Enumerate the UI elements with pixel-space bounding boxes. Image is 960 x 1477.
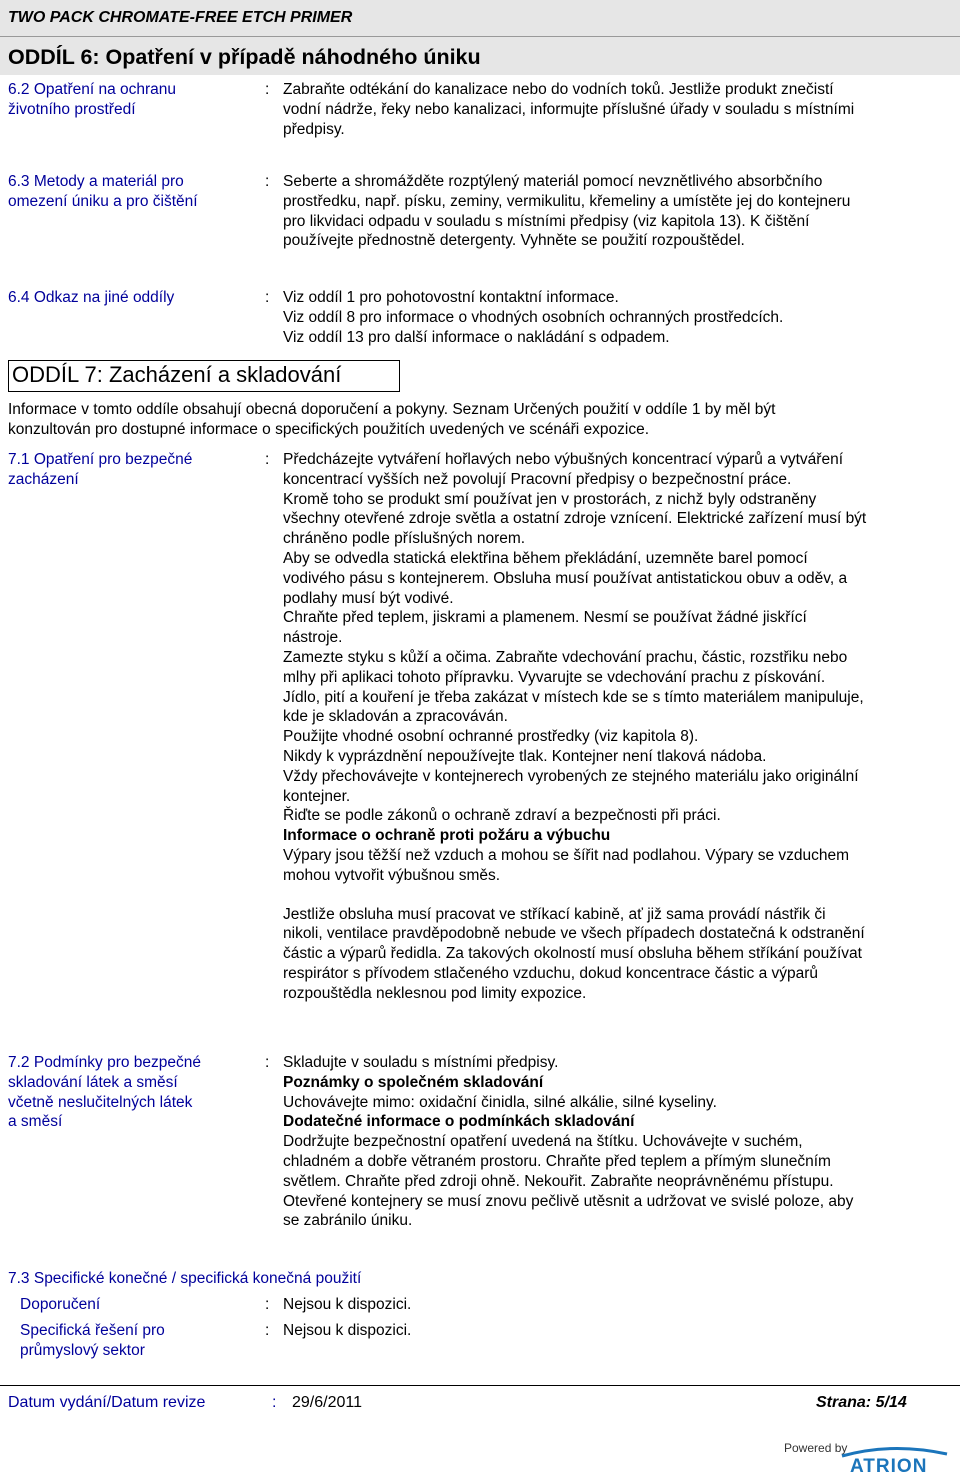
text-line: Vždy přechovávejte v kontejnerech vyrobených ze stejného materiálu jako originální (283, 767, 859, 785)
text-line: Chraňte před teplem, jiskrami a plamenem. Nesmí se používat žádné jiskřící (283, 609, 807, 627)
label-line: průmyslový sektor (20, 1341, 145, 1359)
text-line: mohou vytvořit výbušnou směs. (283, 866, 501, 884)
text-line: kde je skladován a zpracováván. (283, 708, 508, 726)
section-6-4-text (283, 288, 953, 347)
text-line: prostředku, např. písku, zeminy, vermikulitu, křemeliny a umístěte jej do kontejneru (283, 192, 851, 210)
section-7-1-label (8, 450, 253, 490)
text-line: světlem. Chraňte před zdroji ohně. Nekouřit. Zabraňte neoprávněnému přístupu. (283, 1172, 834, 1190)
text-line: Jestliže obsluha musí pracovat ve stříkací kabině, ať již sama provádí nástřik či (283, 905, 826, 923)
powered-by-text: Powered by (784, 1441, 848, 1455)
text-line: Aby se odvedla statická elektřina během překládání, uzemněte barel pomocí (283, 549, 808, 567)
label-line: Specifická řešení pro (20, 1322, 165, 1339)
label-line: 6.2 Opatření na ochranu (8, 81, 177, 98)
section-7-2-label (8, 1053, 253, 1132)
section-7-intro (8, 400, 948, 440)
label-line: skladování látek a směsí (8, 1073, 178, 1091)
brand-text: ATRION (850, 1456, 928, 1474)
section-6-2-text (283, 80, 953, 139)
text-line: nástroje. (283, 629, 343, 647)
label-line: 7.2 Podmínky pro bezpečné (8, 1054, 202, 1071)
document-title: TWO PACK CHROMATE-FREE ETCH PRIMER (8, 9, 353, 26)
text-line: kontejner. (283, 787, 351, 805)
text-line: předpisy. (283, 120, 345, 138)
footer-date-label: Datum vydání/Datum revize (8, 1394, 206, 1411)
text-line: Otevřené kontejnery se musí znovu pečlivě utěsnit a udržovat ve svislé poloze, aby (283, 1192, 854, 1210)
section-7-1-text (283, 450, 953, 1004)
footer-colon: : (272, 1394, 277, 1411)
text-line: chráněno podle příslušných norem. (283, 530, 526, 548)
text-line: chladném a dobře větraném prostoru. Chraňte před teplem a přímým slunečním (283, 1152, 831, 1170)
colon: : (265, 451, 270, 468)
text-line: Dodržujte bezpečnostní opatření uvedená na štítku. Uchovávejte v suchém, (283, 1133, 803, 1151)
text-line: Zabraňte odtékání do kanalizace nebo do vodních toků. Jestliže produkt znečistí (283, 81, 834, 98)
text-line: se zabránilo úniku. (283, 1212, 413, 1230)
industry-solutions-value: Nejsou k dispozici. (283, 1322, 412, 1339)
colon: : (265, 1322, 270, 1339)
label-line: 7.1 Opatření pro bezpečné (8, 451, 193, 468)
recommended-use-value: Nejsou k dispozici. (283, 1296, 412, 1313)
text-line: Viz oddíl 8 pro informace o vhodných osobních ochranných prostředcích. (283, 308, 784, 326)
colon: : (265, 289, 270, 306)
section-7-title: ODDÍL 7: Zacházení a skladování (12, 362, 342, 387)
text-line: Předcházejte vytváření hořlavých nebo výbušných koncentrací výparů a vytváření (283, 451, 844, 468)
label-line: včetně neslučitelných látek (8, 1093, 193, 1111)
colon: : (265, 1054, 270, 1071)
text-line: Zamezte styku s kůží a očima. Zabraňte vdechování prachu, částic, rozstřiku nebo (283, 648, 848, 666)
text-line: rozpouštědla neklesnou pod limity expozice. (283, 984, 587, 1002)
text-line: podlahy musí být vodivé. (283, 589, 454, 607)
text-line: Skladujte v souladu s místními předpisy. (283, 1054, 559, 1071)
logo-swoosh (842, 1448, 947, 1456)
text-line: Řiďte se podle zákonů o ochraně zdraví a bezpečnosti při práci. (283, 807, 721, 825)
text-line: koncentrací vyšších než povolují Pracovní předpisy o bezpečnostní práce. (283, 470, 792, 488)
text-line: nikoli, ventilace pravděpodobně nebude ve všech případech dostatečná k odstranění (283, 925, 865, 943)
section-6-2-label (8, 80, 253, 120)
text-line: Použijte vhodné osobní ochranné prostředky (viz kapitola 8). (283, 728, 699, 746)
section-6-title: ODDÍL 6: Opatření v případě náhodného úniku (8, 45, 481, 69)
colon: : (265, 81, 270, 98)
section-7-2-text (283, 1053, 953, 1231)
text-line: pro likvidaci odpadu v souladu s místními předpisy (viz kapitola 13). K čištění (283, 212, 810, 230)
industry-solutions-label (20, 1321, 265, 1361)
footer-divider (0, 1385, 960, 1386)
label-line: 6.3 Metody a materiál pro (8, 173, 184, 190)
label-line: a směsí (8, 1113, 63, 1131)
text-line: Kromě toho se produkt smí používat jen v prostorách, z nichž byly odstraněny (283, 490, 817, 508)
footer-date-value: 29/6/2011 (292, 1394, 362, 1411)
page-number: Strana: 5/14 (816, 1394, 907, 1411)
text-line: Viz oddíl 1 pro pohotovostní kontaktní informace. (283, 289, 619, 306)
section-7-3-label: 7.3 Specifické konečné / specifická konečná použití (8, 1270, 362, 1287)
text-line: vodivého pásu s kontejnerem. Obsluha musí používat antistatickou obuv a oděv, a (283, 569, 848, 587)
section-6-3-label (8, 172, 253, 212)
text-line: vodní nádrže, řeky nebo kanalizaci, informujte příslušné úřady v souladu s místními (283, 100, 855, 118)
co-storage-heading: Poznámky o společném skladování (283, 1073, 544, 1091)
text-line: mlhy při aplikaci tohoto přípravku. Vyvarujte se vdechování prachu z pískování. (283, 668, 826, 686)
text-line: Výpary jsou těžší než vzduch a mohou se šířit nad podlahou. Výpary se vzduchem (283, 846, 850, 864)
section-6-4-label: 6.4 Odkaz na jiné oddíly (8, 289, 175, 306)
text-line: respirátor s přívodem stlačeného vzduchu, dokud koncentrace částic a výparů (283, 964, 819, 982)
text-line: všechny otevřené zdroje světla a ostatní zdroje vznícení. Elektrické zařízení musí být (283, 510, 867, 528)
text-line: Seberte a shromážděte rozptýlený materiál pomocí nevznětlivého absorbčního (283, 173, 823, 190)
label-line: životního prostředí (8, 100, 136, 118)
atrion-logo (782, 1440, 952, 1474)
text-line: používejte přednostně detergenty. Vyhněte se použití rozpouštědel. (283, 232, 745, 250)
colon: : (265, 1296, 270, 1313)
text-line: Nikdy k vyprázdnění nepoužívejte tlak. Kontejner není tlaková nádoba. (283, 747, 767, 765)
text-line: Uchovávejte mimo: oxidační činidla, silné alkálie, silné kyseliny. (283, 1093, 717, 1111)
fire-protection-heading: Informace o ochraně proti požáru a výbuchu (283, 827, 611, 845)
text-line: Jídlo, pití a kouření je třeba zakázat v místech kde se s tímto materiálem manipuluje, (283, 688, 864, 706)
label-line: zacházení (8, 470, 79, 488)
recommended-use-label: Doporučení (20, 1296, 101, 1313)
text-line: Informace v tomto oddíle obsahují obecná doporučení a pokyny. Seznam Určených použití v oddíle 1 by měl být (8, 401, 776, 418)
text-line: Viz oddíl 13 pro další informace o nakládání s odpadem. (283, 328, 670, 346)
section-6-3-text (283, 172, 953, 251)
text-line: konzultován pro dostupné informace o specifických použitích uvedených ve scénáři expozice. (8, 420, 650, 438)
storage-conditions-heading: Dodatečné informace o podmínkách skladování (283, 1113, 635, 1131)
colon: : (265, 173, 270, 190)
text-line: částic a výparů ředidla. Za takových okolností musí obsluha během stříkání používat (283, 945, 862, 963)
label-line: omezení úniku a pro čištění (8, 192, 198, 210)
